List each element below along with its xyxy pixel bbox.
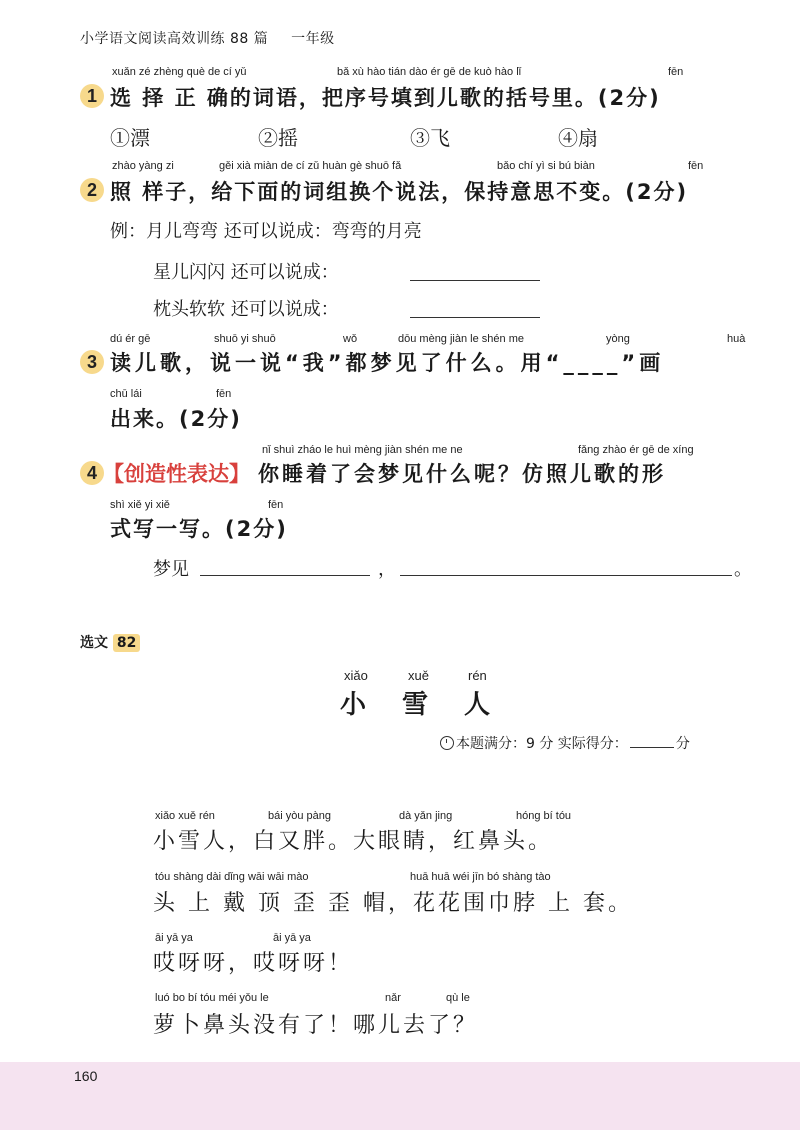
poem-line-1-pinyin-2: bái yòu pàng [268,810,331,822]
poem-line-4-pinyin-2: nǎr [385,992,401,1004]
poem-line-1-pinyin-1: xiǎo xuě rén [155,810,215,822]
poem-line-1-pinyin-3: dà yǎn jing [399,810,453,822]
title-char-3: 人 [464,690,491,720]
poem-line-3-pinyin-2: āi yā ya [273,932,311,944]
q1-option-3: ③飞 [410,126,450,150]
q3-number-badge: 3 [80,350,104,374]
book-title: 小学语文阅读高效训练 88 篇 [80,31,269,47]
q1-option-2: ②摇 [258,126,298,150]
q4-pinyin-4: fēn [268,499,284,511]
poem-line-4-pinyin-1: luó bo bí tóu méi yǒu le [155,992,269,1004]
q2-item-1: 星儿闪闪 还可以说成： [153,262,339,283]
poem-line-3-pinyin-1: āi yā ya [155,932,193,944]
page-number: 160 [74,1068,98,1084]
score-line [440,733,690,753]
poem-line-2-pinyin-1: tóu shàng dài dǐng wāi wāi mào [155,871,309,883]
q4-pinyin-3: shì xiě yi xiě [110,499,170,511]
score-unit: 分 [675,736,690,752]
q2-pinyin-4: fēn [688,160,704,172]
q2-answer-blank-1[interactable] [410,280,540,281]
q3-pinyin-2: shuō yi shuō [214,333,276,345]
q4-answer-blank-2[interactable] [400,575,732,576]
q4-instruction-line-2: 式写一写。(2分) [110,517,288,541]
poem-line-2-pinyin-2: huā huā wéi jīn bó shàng tào [410,871,551,883]
q1-pinyin-3: fēn [668,66,684,78]
poem-line-3: 哎呀呀，哎呀呀！ [153,951,354,976]
q2-pinyin-3: bǎo chí yì si bú biàn [497,160,595,172]
page-footer-band [0,1062,800,1130]
poem-line-4: 萝卜鼻头没有了！哪儿去了？ [153,1013,479,1038]
q2-pinyin-2: gěi xià miàn de cí zǔ huàn gè shuō fǎ [219,160,402,172]
selection-label [80,632,140,652]
poem-line-2: 头 上 戴 顶 歪 歪 帽，花花围巾脖 上 套。 [153,891,633,916]
q4-number-badge: 4 [80,461,104,485]
q3-instruction-line-1: 读儿歌，说一说“我”都梦见了什么。用“____”画 [110,351,665,375]
q4-tag: 【创造性表达】 [103,462,250,486]
q3-pinyin-7: chū lái [110,388,142,400]
q4-comma: ， [378,559,396,580]
q4-answer-blank-1[interactable] [200,575,370,576]
q3-pinyin-3: wǒ [343,333,358,345]
title-pinyin-1: xiǎo [344,668,368,683]
q4-pinyin-2: fǎng zhào ér gē de xíng [578,444,694,456]
q2-pinyin-1: zhào yàng zi [112,160,174,172]
score-blank[interactable] [630,747,674,748]
q1-option-4: ④扇 [558,126,598,150]
q4-pinyin-1: nǐ shuì zháo le huì mèng jiàn shén me ne [262,444,463,456]
title-pinyin-3: rén [468,668,487,683]
q3-pinyin-8: fēn [216,388,232,400]
q2-item-2: 枕头软软 还可以说成： [153,299,339,320]
running-header [80,28,335,48]
score-text: 本题满分：9 分 实际得分： [456,736,628,752]
clock-icon [440,736,454,750]
poem-line-1-pinyin-4: hóng bí tóu [516,810,572,822]
poem-line-4-pinyin-3: qù le [446,992,470,1004]
q1-option-1: ①漂 [110,126,150,150]
q4-instruction-line-1: 你睡着了会梦见什么呢？仿照儿歌的形 [258,462,666,486]
selection-label-text: 选文 [80,635,108,651]
q3-pinyin-6: huà [727,333,746,345]
q1-pinyin-2: bǎ xù hào tián dào ér gē de kuò hào lǐ [337,66,522,78]
q1-number-badge: 1 [80,84,104,108]
q2-answer-blank-2[interactable] [410,317,540,318]
q2-instruction: 照 样子，给下面的词组换个说法，保持意思不变。(2分) [110,180,689,204]
q1-pinyin-1: xuǎn zé zhèng què de cí yǔ [112,66,247,78]
q4-answer-prefix: 梦见 [153,559,189,580]
poem-line-1: 小雪人，白又胖。大眼睛，红鼻头。 [153,829,554,854]
q3-pinyin-5: yòng [606,333,630,345]
q3-pinyin-4: dōu mèng jiàn le shén me [398,333,524,345]
q1-instruction: 选 择 正 确的词语，把序号填到儿歌的括号里。(2分) [110,86,661,110]
q3-instruction-line-2: 出来。(2分) [110,407,242,431]
q4-period: 。 [734,559,752,580]
q2-number-badge: 2 [80,178,104,202]
grade-label: 一年级 [291,31,335,47]
q3-pinyin-1: dú ér gē [110,333,151,345]
title-char-1: 小 [340,690,367,720]
title-char-2: 雪 [402,690,429,720]
title-pinyin-2: xuě [408,668,429,683]
q2-example: 例：月儿弯弯 还可以说成：弯弯的月亮 [110,221,422,242]
selection-number: 82 [113,634,140,652]
